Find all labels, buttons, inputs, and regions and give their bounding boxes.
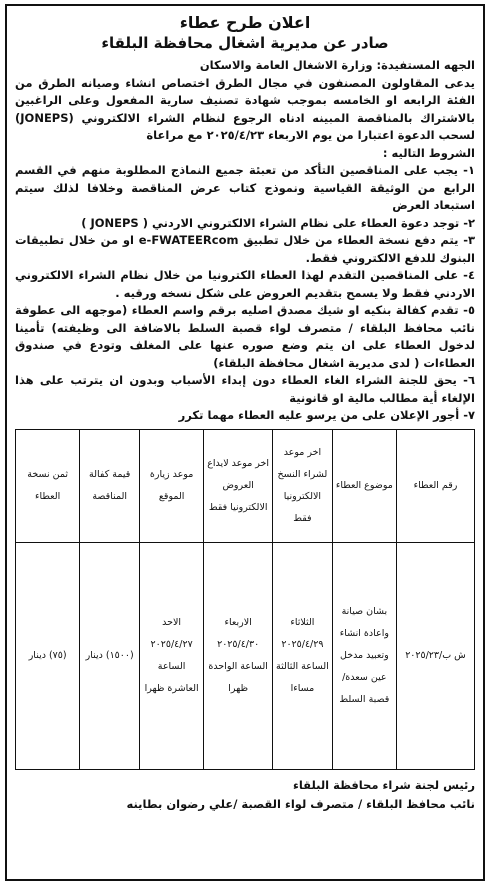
cell-site-visit: الاحد ٢٠٢٥/٤/٢٧ الساعة العاشرة ظهرا	[139, 542, 203, 769]
cell-copy-price: (٧٥) دينار	[16, 542, 80, 769]
header-submission-deadline: اخر موعد لايداع العروض الالكترونيا فقط	[204, 429, 273, 542]
condition-3: ٣- يتم دفع نسخة العطاء من خلال تطبيق e-FWATEERcom او من خلال تطبيقات البنوك للدفع الالكتروني فقط.	[15, 233, 476, 265]
signature-block	[15, 776, 475, 814]
cell-tender-subject: بشان صيانة واعادة انشاء وتعبيد مدخل عين سعدة/ قصبة السلط	[332, 542, 396, 769]
signature-line-1: رئيس لجنة شراء محافظة البلقاء	[292, 777, 475, 792]
header-tender-subject: موضوع العطاء	[332, 429, 396, 542]
table-row	[16, 542, 475, 769]
header-purchase-deadline: اخر موعد لشراء النسخ الالكترونيا فقط	[273, 429, 333, 542]
condition-6: ٦- يحق للجنة الشراء الغاء العطاء دون إبداء الأسباب وبدون ان يترتب على هذا الإلغاء أية مطالب مالية او قانونية	[15, 373, 475, 405]
condition-4: ٤- على المناقصين التقدم لهذا العطاء الكترونيا من خلال نظام الشراء الالكتروني الاردني فقط ولا يسمح بتقديم العروض على شكل نسخه ورقيه .	[15, 268, 475, 300]
conditions-heading: الشروط التاليه :	[382, 145, 475, 160]
header-guarantee-value: قيمة كفالة المناقصة	[80, 429, 140, 542]
header-copy-price: ثمن نسخة العطاء	[16, 429, 80, 542]
condition-2: ٢- توجد دعوة العطاء على نظام الشراء الالكتروني الاردني ( JONEPS )	[81, 215, 475, 230]
cell-guarantee-value: (١٥٠٠) دينار	[80, 542, 140, 769]
cell-purchase-deadline: الثلاثاء ٢٠٢٥/٤/٢٩ الساعة الثالثة مساءا	[273, 542, 333, 769]
tender-announcement	[5, 4, 485, 881]
signature-line-2: نائب محافظ البلقاء / متصرف لواء القصبة /علي رضوان بطاينه	[126, 796, 475, 811]
announcement-subtitle: صادر عن مديرية اشغال محافظة البلقاء	[101, 34, 389, 52]
cell-tender-number: ش ب/٢٠٢٥/٢٣	[396, 542, 474, 769]
header-tender-number: رقم العطاء	[396, 429, 474, 542]
condition-1: ١- يجب على المناقصين التأكد من تعبئة جميع النماذج المطلوبة منهم في القسم الرابع من الوثيقة القياسية ونموذج كتاب عرض المناقصة وخلافا لذلك سيتم استبعاد العرض	[15, 163, 475, 212]
table-header-row	[16, 429, 475, 542]
header-site-visit: موعد زيارة الموقع	[139, 429, 203, 542]
cell-submission-deadline: الاربعاء ٢٠٢٥/٤/٣٠ الساعة الواحدة ظهرا	[204, 542, 273, 769]
announcement-body	[15, 57, 475, 425]
announcement-title: اعلان طرح عطاء	[179, 13, 311, 32]
tender-table	[15, 429, 475, 770]
condition-7: ٧- أجور الإعلان على من يرسو عليه العطاء مهما تكرر	[178, 408, 475, 422]
beneficiary-line: الجهه المستفيدة: وزارة الاشغال العامة والاسكان	[199, 58, 475, 72]
invitation-paragraph: يدعى المقاولون المصنفون في مجال الطرق اختصاص انشاء وصيانه الطرق من الفئة الرابعه او الخامسه بموجب شهادة تصنيف سارية المفعول وعلى الراغبين بالاشتراك بالمناقصة المبينه ادناه الرجوع لنظام الشراء الالكتروني (JONEPS) لسحب الدعوة اعتبارا من يوم الاربعاء ٢٠٢٥/٤/٢٣ مع مراعاة	[15, 75, 475, 142]
condition-5: ٥- تقدم كفالة بنكيه او شيك مصدق اصليه برقم واسم العطاء (موجهه الى عطوفة نائب محافظ البلقاء / متصرف لواء قصبة السلط بالاضافة الى وظيفته) تأمينا لدخول العطاء على ان يتم وضع صوره عنها على المغلف وتودع في صندوق العطاءات ( لدى مديرية اشغال محافظة البلقاء)	[15, 303, 475, 370]
